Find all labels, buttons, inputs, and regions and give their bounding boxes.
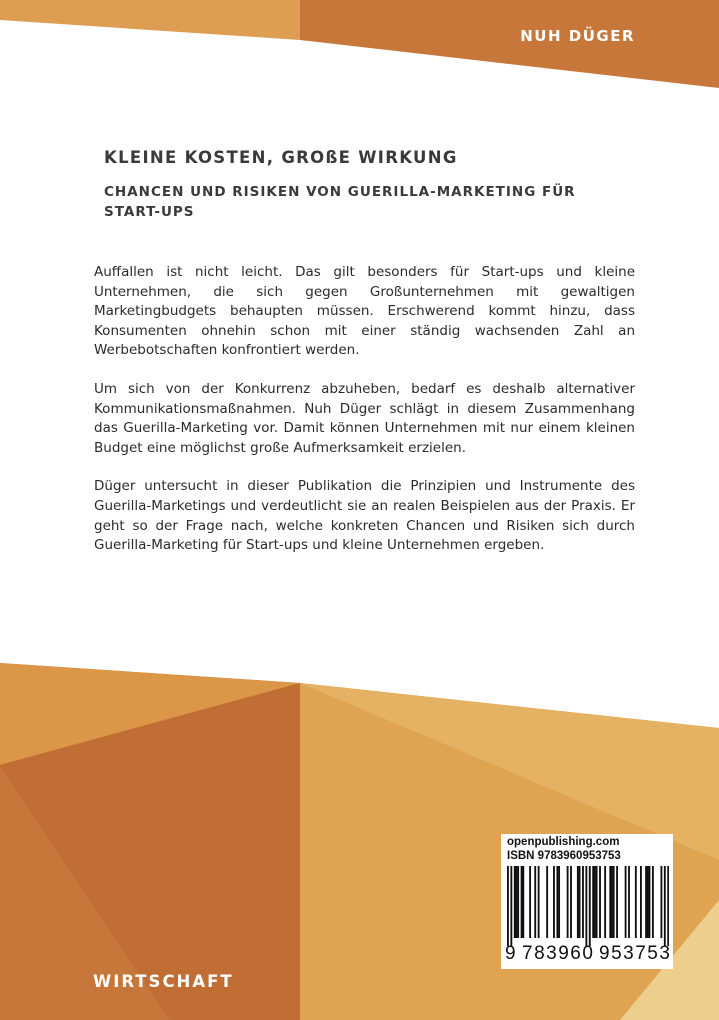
barcode-bar bbox=[516, 866, 518, 938]
barcode-bar bbox=[577, 866, 579, 938]
barcode-bar bbox=[660, 866, 662, 938]
barcode-bar bbox=[556, 866, 558, 938]
barcode-bar bbox=[553, 866, 555, 938]
blurb bbox=[94, 263, 635, 575]
barcode-bar bbox=[628, 866, 630, 938]
barcode-bar bbox=[640, 866, 642, 938]
barcode-bar bbox=[521, 866, 523, 938]
barcode-box bbox=[501, 834, 673, 969]
barcode-bar bbox=[534, 866, 536, 938]
barcode-bar bbox=[592, 866, 594, 938]
barcode-bar bbox=[611, 866, 613, 938]
barcode-bar bbox=[522, 866, 524, 938]
barcode-digits-right: 953753 bbox=[599, 943, 672, 964]
barcode-bar bbox=[609, 866, 611, 938]
barcode-bar bbox=[649, 866, 651, 938]
barcode-bar bbox=[667, 866, 669, 946]
barcode-digits-left: 783960 bbox=[522, 943, 595, 964]
barcode-bar bbox=[507, 866, 509, 946]
barcode-bar bbox=[616, 866, 618, 938]
barcode-bar bbox=[514, 866, 516, 938]
barcode-bar bbox=[594, 866, 596, 938]
title-block bbox=[104, 148, 624, 222]
book-subtitle: CHANCEN UND RISIKEN VON GUERILLA-MARKETING FÜR START-UPS bbox=[104, 184, 576, 220]
barcode-bar bbox=[510, 866, 512, 946]
blurb-paragraph: Um sich von der Konkurrenz abzuheben, bedarf es deshalb alternativer Kommunikationsmaßnahmen. Nuh Düger schlägt in diesem Zusammenhang das Guerilla-Marketing vor. Damit können Unternehmen mit nur einem kleinen Budget eine möglichst große Aufmerksamkeit erzielen. bbox=[94, 380, 635, 456]
barcode-bars bbox=[507, 866, 669, 946]
barcode-bar bbox=[635, 866, 637, 938]
barcode-bar bbox=[604, 866, 606, 938]
isbn-label: ISBN 9783960953753 bbox=[507, 850, 621, 862]
barcode-bar bbox=[645, 866, 647, 938]
barcode-bar bbox=[546, 866, 548, 938]
barcode-bar bbox=[579, 866, 581, 938]
barcode-bar bbox=[589, 866, 591, 946]
blurb-paragraph: Auffallen ist nicht leicht. Das gilt besonders für Start-ups und kleine Unternehmen, die sich gegen Großunternehmen mit gewaltigen Marketingbudgets behaupten müssen. Erschwerend kommt hinzu, dass Konsumenten ohnehin schon mit einer ständig wachsenden Zahl an Werbebotschaften konfrontiert werden. bbox=[94, 264, 635, 359]
barcode-bar bbox=[664, 866, 666, 946]
top-band-dark bbox=[300, 0, 719, 88]
barcode-bar bbox=[582, 866, 584, 938]
barcode-bar bbox=[596, 866, 598, 938]
barcode-bar bbox=[647, 866, 649, 938]
barcode-bar bbox=[585, 866, 587, 946]
top-band-light bbox=[0, 0, 300, 40]
book-title: KLEINE KOSTEN, GROßE WIRKUNG bbox=[104, 148, 458, 167]
barcode-bar bbox=[529, 866, 531, 938]
author-name: NUH DÜGER bbox=[520, 27, 635, 45]
barcode-digit-lead: 9 bbox=[505, 943, 516, 964]
barcode-bar bbox=[538, 866, 540, 938]
barcode-bar bbox=[625, 866, 627, 938]
barcode-bar bbox=[599, 866, 601, 938]
barcode-bar bbox=[558, 866, 560, 938]
barcode-bar bbox=[652, 866, 654, 938]
category-label: WIRTSCHAFT bbox=[93, 972, 234, 991]
barcode-bar bbox=[613, 866, 615, 938]
blurb-paragraph: Düger untersucht in dieser Publikation die Prinzipien und Instrumente des Guerilla-Marketings und verdeutlicht sie an realen Beispielen aus der Praxis. Er geht so der Frage nach, welche konkreten Chancen und Risiken sich durch Guerilla-Marketing für Start-ups und kleine Unternehmen ergeben. bbox=[94, 478, 635, 554]
publisher-website: openpublishing.com bbox=[507, 836, 620, 848]
barcode-bar bbox=[570, 866, 572, 938]
barcode-bar bbox=[567, 866, 569, 938]
barcode-bar bbox=[517, 866, 519, 938]
